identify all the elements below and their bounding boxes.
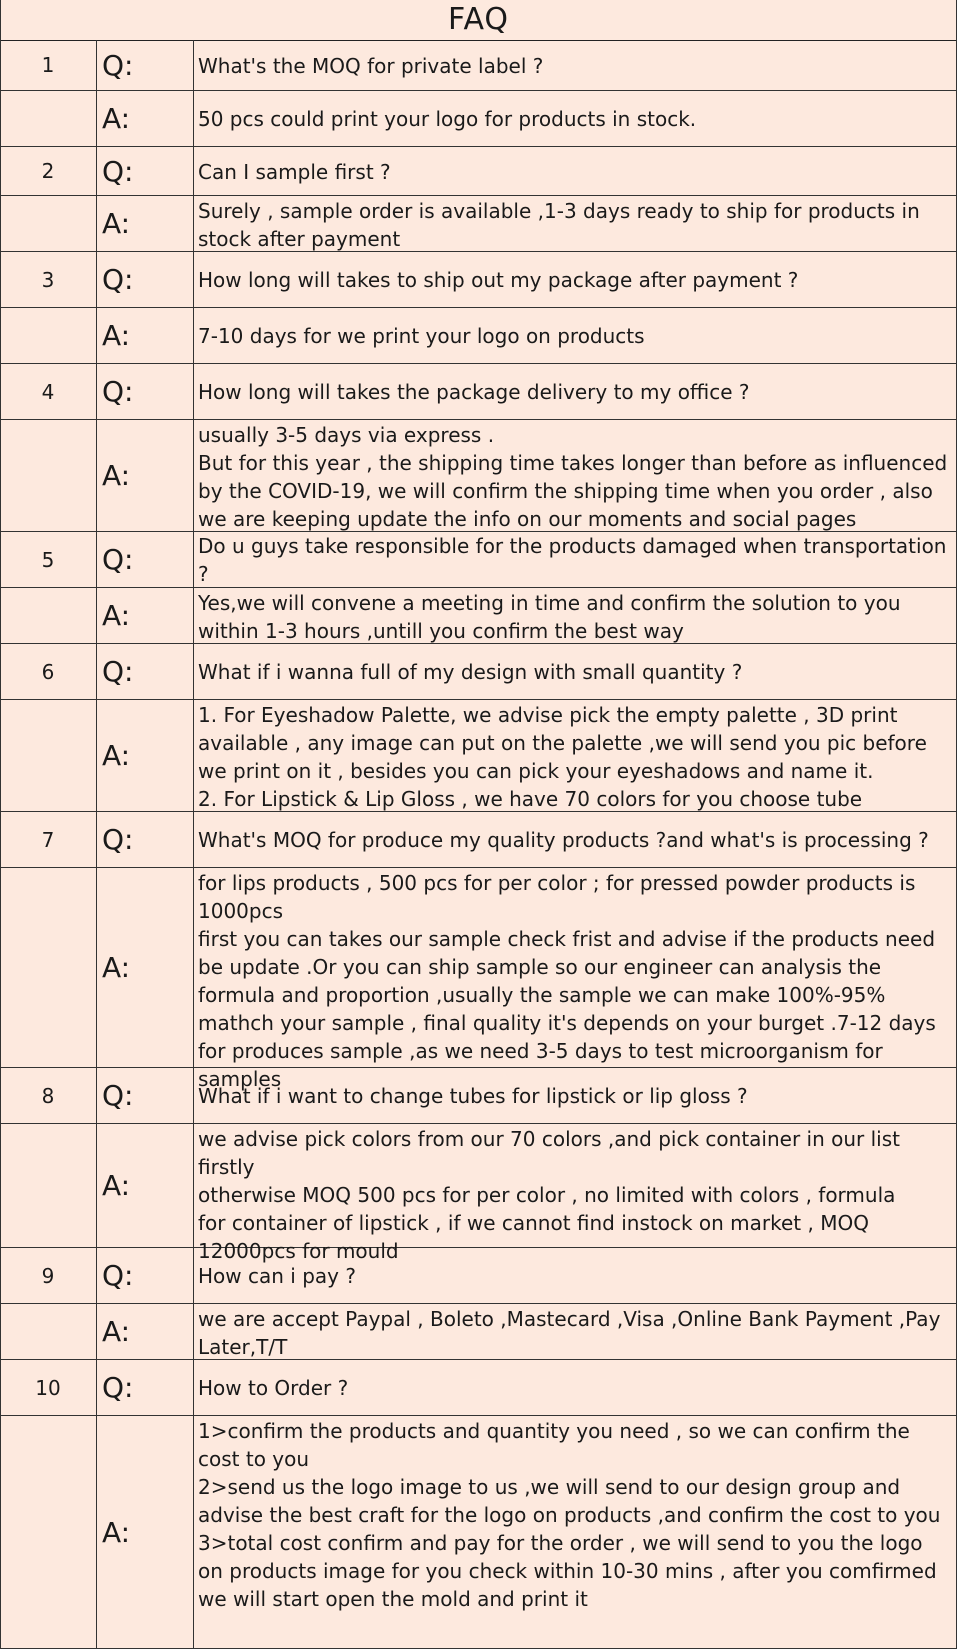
faq-question-row bbox=[0, 812, 957, 868]
faq-answer-row bbox=[0, 308, 957, 364]
answer-marker: A: bbox=[97, 196, 194, 251]
answer-marker: A: bbox=[97, 91, 194, 146]
question-marker: Q: bbox=[97, 364, 194, 419]
answer-text-content: 1>confirm the products and quantity you need , so we can confirm the cost to you 2>send us the logo image to us ,we will send to our design group and advise the best craft for the logo on products ,and confirm the cost to you 3>total cost confirm and pay for the order , we will send to you the logo on products image for you check within 10-30 mins , after you comfirmed we will start open the mold and print it bbox=[198, 1419, 941, 1611]
faq-number-empty bbox=[0, 91, 97, 146]
answer-text bbox=[194, 1416, 957, 1648]
question-marker: Q: bbox=[97, 1360, 194, 1415]
faq-question-row bbox=[0, 1360, 957, 1416]
question-marker: Q: bbox=[97, 644, 194, 699]
faq-number: 10 bbox=[0, 1360, 97, 1415]
question-marker: Q: bbox=[97, 1068, 194, 1123]
faq-number: 1 bbox=[0, 40, 97, 90]
question-marker: Q: bbox=[97, 812, 194, 867]
question-marker: Q: bbox=[97, 147, 194, 195]
answer-text bbox=[194, 700, 957, 811]
question-text bbox=[194, 1360, 957, 1415]
answer-text bbox=[194, 1124, 957, 1263]
faq-question-row bbox=[0, 364, 957, 420]
answer-text-content: Yes,we will convene a meeting in time and confirm the solution to you within 1-3 hours ,untill you confirm the best way bbox=[198, 591, 907, 643]
question-text-content: Do u guys take responsible for the products damaged when transportation ? bbox=[198, 534, 953, 586]
answer-marker: A: bbox=[97, 588, 194, 643]
faq-number: 3 bbox=[0, 252, 97, 307]
faq-question-row bbox=[0, 147, 957, 196]
faq-number: 9 bbox=[0, 1248, 97, 1303]
faq-number: 5 bbox=[0, 532, 97, 587]
faq-answer-row bbox=[0, 196, 957, 252]
answer-text-content: usually 3-5 days via express . But for this year , the shipping time takes longer than before as influenced by the COVID-19, we will confirm the shipping time when you order , also we are keeping update the info on our moments and social pages bbox=[198, 423, 948, 531]
faq-answer-row bbox=[0, 588, 957, 644]
answer-marker: A: bbox=[97, 1304, 194, 1359]
question-text bbox=[194, 364, 957, 419]
question-text-content: How long will takes the package delivery to my office ? bbox=[198, 380, 750, 404]
faq-answer-row bbox=[0, 1304, 957, 1360]
question-text-content: What if i wanna full of my design with small quantity ? bbox=[198, 660, 743, 684]
answer-text bbox=[194, 868, 957, 1091]
faq-number-empty bbox=[0, 196, 97, 251]
faq-answer-row bbox=[0, 868, 957, 1091]
answer-text bbox=[194, 420, 957, 531]
question-marker: Q: bbox=[97, 252, 194, 307]
faq-question-row bbox=[0, 252, 957, 308]
faq-answer-row bbox=[0, 420, 957, 532]
answer-text-content: Surely , sample order is available ,1-3 days ready to ship for products in stock after payment bbox=[198, 199, 927, 251]
question-text bbox=[194, 40, 957, 90]
question-text-content: Can I sample first ? bbox=[198, 159, 391, 184]
faq-answer-row bbox=[0, 1416, 957, 1649]
answer-text-content: 50 pcs could print your logo for products in stock. bbox=[198, 107, 697, 131]
faq-number-empty bbox=[0, 1416, 97, 1648]
question-text bbox=[194, 1248, 957, 1303]
answer-text bbox=[194, 91, 957, 146]
answer-text bbox=[194, 308, 957, 363]
answer-text-content: we are accept Paypal , Boleto ,Mastecard ,Visa ,Online Bank Payment ,Pay Later,T/T bbox=[198, 1307, 947, 1359]
faq-number: 2 bbox=[0, 147, 97, 195]
faq-question-row bbox=[0, 1248, 957, 1304]
question-text-content: What if i want to change tubes for lipstick or lip gloss ? bbox=[198, 1084, 748, 1108]
answer-text-content: we advise pick colors from our 70 colors ,and pick container in our list firstly otherwise MOQ 500 pcs for per color , no limited with colors , formula for container of lipstick , if we cannot find instock on market , MOQ 12000pcs for mould bbox=[198, 1127, 900, 1263]
answer-text bbox=[194, 588, 957, 643]
answer-marker: A: bbox=[97, 308, 194, 363]
faq-question-row bbox=[0, 1068, 957, 1124]
faq-answer-row bbox=[0, 1124, 957, 1263]
question-text-content: What's MOQ for produce my quality products ?and what's is processing ? bbox=[198, 828, 929, 852]
table-left-border bbox=[0, 0, 1, 1649]
faq-answer-row bbox=[0, 700, 957, 812]
faq-question-row bbox=[0, 644, 957, 700]
faq-number: 7 bbox=[0, 812, 97, 867]
faq-question-row bbox=[0, 532, 957, 588]
question-text bbox=[194, 532, 957, 587]
faq-number: 6 bbox=[0, 644, 97, 699]
faq-number-empty bbox=[0, 868, 97, 1067]
question-marker: Q: bbox=[97, 1248, 194, 1303]
answer-marker: A: bbox=[97, 700, 194, 811]
answer-text-content: for lips products , 500 pcs for per color ; for pressed powder products is 1000pcs first you can takes our sample check frist and advise if the products need be update .Or you can ship sample so our engineer can analysis the formula and proportion ,usually the sample we can make 100%-95% mathch your sample , final quality it's depends on your burget .7-12 days for produces sample ,as we need 3-5 days to test microorganism for samples bbox=[198, 871, 936, 1091]
question-text-content: How to Order ? bbox=[198, 1376, 349, 1400]
faq-question-row bbox=[0, 40, 957, 91]
answer-marker: A: bbox=[97, 1416, 194, 1648]
faq-number-empty bbox=[0, 1124, 97, 1247]
question-marker: Q: bbox=[97, 40, 194, 90]
question-text bbox=[194, 252, 957, 307]
question-text bbox=[194, 1068, 957, 1123]
answer-marker: A: bbox=[97, 868, 194, 1067]
faq-number-empty bbox=[0, 700, 97, 811]
answer-marker: A: bbox=[97, 420, 194, 531]
answer-text bbox=[194, 1304, 957, 1359]
faq-number-empty bbox=[0, 1304, 97, 1359]
question-text bbox=[194, 812, 957, 867]
answer-text bbox=[194, 196, 957, 251]
answer-text-content: 1. For Eyeshadow Palette, we advise pick the empty palette , 3D print available , any image can put on the palette ,we will send you pic before we print on it , besides you can pick your eyeshadows and name it. 2. For Lipstick & Lip Gloss , we have 70 colors for you choose tube bbox=[198, 703, 927, 811]
faq-number-empty bbox=[0, 588, 97, 643]
question-text bbox=[194, 147, 957, 195]
faq-number: 8 bbox=[0, 1068, 97, 1123]
question-text-content: How long will takes to ship out my package after payment ? bbox=[198, 268, 799, 292]
answer-marker: A: bbox=[97, 1124, 194, 1247]
question-text-content: What's the MOQ for private label ? bbox=[198, 53, 544, 78]
answer-text-content: 7-10 days for we print your logo on products bbox=[198, 324, 645, 348]
faq-number-empty bbox=[0, 308, 97, 363]
faq-number-empty bbox=[0, 420, 97, 531]
page-title: FAQ bbox=[0, 0, 957, 41]
question-marker: Q: bbox=[97, 532, 194, 587]
question-text-content: How can i pay ? bbox=[198, 1264, 356, 1288]
question-text bbox=[194, 644, 957, 699]
faq-answer-row bbox=[0, 91, 957, 147]
faq-number: 4 bbox=[0, 364, 97, 419]
